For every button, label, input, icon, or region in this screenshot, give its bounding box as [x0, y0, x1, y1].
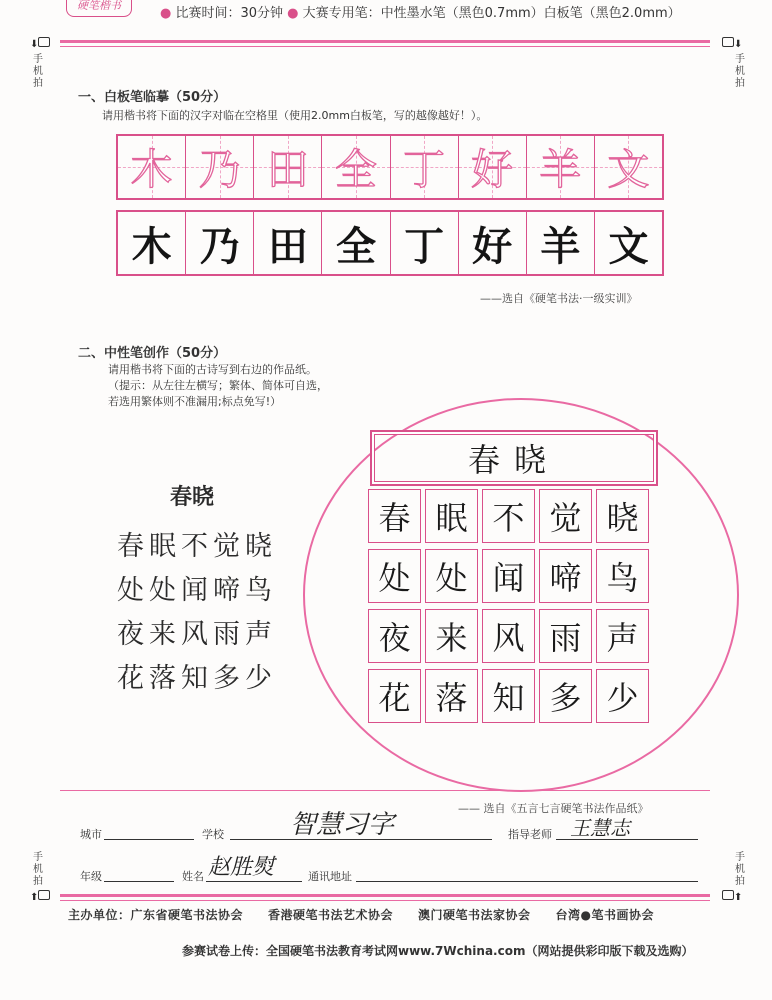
- written-cell: 丁: [391, 212, 459, 274]
- sample-cell: 乃: [186, 136, 254, 198]
- work-cell: 夜: [368, 609, 421, 663]
- header-tag: 硬笔楷书: [66, 0, 132, 17]
- section1-title: 一、白板笔临摹（50分）: [78, 90, 227, 105]
- arrow-down-icon: ⬇: [734, 39, 743, 50]
- written-grid: [116, 210, 664, 276]
- address-label: 通讯地址: [308, 870, 352, 883]
- poem-line: 夜来风雨声: [117, 619, 277, 650]
- city-label: 城市: [80, 828, 102, 841]
- sample-cell: 好: [459, 136, 527, 198]
- header-info: [160, 2, 681, 21]
- sample-cell: 木: [118, 136, 186, 198]
- work-cell: 来: [425, 609, 478, 663]
- work-grid: [368, 489, 658, 723]
- sample-cell: 田: [254, 136, 322, 198]
- written-cell: 田: [254, 212, 322, 274]
- work-cell: 少: [596, 669, 649, 723]
- side-marker-top-left: [30, 37, 50, 50]
- side-text-bottom-left: 手机拍: [33, 852, 43, 887]
- section1-instruction: 请用楷书将下面的汉字对临在空格里（使用2.0mm白板笔，写的越像越好！）。: [102, 109, 488, 122]
- work-cell: 风: [482, 609, 535, 663]
- poem-line: 处处闻啼鸟: [117, 575, 277, 606]
- sample-grid: [116, 134, 664, 200]
- arrow-down-icon: ⬇: [30, 39, 39, 50]
- work-cell: 花: [368, 669, 421, 723]
- work-cell: 觉: [539, 489, 592, 543]
- work-cell: 春: [368, 489, 421, 543]
- arrow-up-icon: ⬆: [30, 892, 39, 903]
- written-cell: 文: [608, 222, 649, 270]
- work-title-box: 春晓: [370, 430, 658, 486]
- work-cell: 鸟: [596, 549, 649, 603]
- teacher-label: 指导老师: [508, 828, 552, 841]
- bullet-icon: ●: [160, 6, 172, 21]
- side-text-bottom-right: 手机拍: [735, 852, 745, 887]
- school-label: 学校: [202, 828, 224, 841]
- section2-instruction-1: 请用楷书将下面的古诗写到右边的作品纸。: [108, 363, 317, 376]
- school-value: 智慧习字: [290, 810, 395, 840]
- work-cell: 声: [596, 609, 649, 663]
- section2-source: —— 选自《五言七言硬笔书法作品纸》: [458, 802, 649, 815]
- work-cell: 处: [425, 549, 478, 603]
- side-text-top-right: 手机拍: [735, 54, 745, 89]
- poem-line: 春眠不觉晓: [117, 531, 277, 562]
- grade-label: 年级: [80, 870, 102, 883]
- info-time: 比赛时间：30分钟: [175, 6, 284, 21]
- footer-organizers: 主办单位：广东省硬笔书法协会 香港硬笔书法艺术协会 澳门硬笔书法家协会 台湾●笔书画协会: [68, 908, 654, 922]
- teacher-value: 王慧志: [570, 816, 630, 840]
- work-cell: 知: [482, 669, 535, 723]
- form-top-rule: [60, 790, 710, 791]
- work-cell: 雨: [539, 609, 592, 663]
- footer-rule-thin: [60, 900, 710, 901]
- work-cell: 多: [539, 669, 592, 723]
- work-cell: 处: [368, 549, 421, 603]
- name-label: 姓名: [182, 870, 204, 883]
- written-cell: 木: [118, 212, 186, 274]
- name-value: 赵胜熨: [208, 855, 275, 880]
- written-cell: 乃: [186, 212, 254, 274]
- arrow-up-icon: ⬆: [734, 892, 743, 903]
- poem-title: 春晓: [170, 485, 215, 510]
- written-cell: 羊: [527, 212, 595, 274]
- side-text-top-left: 手机拍: [33, 54, 43, 89]
- side-marker-bottom-right: [722, 890, 742, 903]
- camera-icon: [38, 890, 50, 900]
- section2-instruction-2: （提示：从左往左横写；繁体、简体可自选，: [108, 379, 328, 392]
- camera-icon: [722, 890, 734, 900]
- address-field[interactable]: [356, 868, 698, 882]
- work-cell: 落: [425, 669, 478, 723]
- work-cell: 啼: [539, 549, 592, 603]
- sample-cell: 全: [322, 136, 390, 198]
- poem-line: 花落知多少: [117, 663, 277, 694]
- work-cell: 不: [482, 489, 535, 543]
- sample-cell: 文: [595, 136, 662, 198]
- side-marker-bottom-left: [30, 890, 50, 903]
- top-rule: [60, 40, 710, 43]
- sample-cell: 羊: [527, 136, 595, 198]
- work-cell: 晓: [596, 489, 649, 543]
- camera-icon: [722, 37, 734, 47]
- camera-icon: [38, 37, 50, 47]
- top-rule-thin: [60, 46, 710, 47]
- written-cell: 全: [322, 212, 390, 274]
- section2-instruction-3: 若选用繁体则不准漏用;标点免写!）: [108, 395, 282, 408]
- grade-field[interactable]: [104, 868, 174, 882]
- work-cell: 眠: [425, 489, 478, 543]
- footer-upload: 参赛试卷上传：全国硬笔书法教育考试网www.7Wchina.com（网站提供彩印版下载及选购）: [182, 944, 694, 958]
- side-marker-top-right: [722, 37, 742, 50]
- sample-cell: 丁: [391, 136, 459, 198]
- written-cell: 好: [459, 212, 527, 274]
- bullet-icon: ●: [287, 6, 299, 21]
- footer-rule: [60, 894, 710, 897]
- section1-source: ——选自《硬笔书法·一级实训》: [480, 292, 638, 305]
- section2-title: 二、中性笔创作（50分）: [78, 346, 227, 361]
- city-field[interactable]: [104, 826, 194, 840]
- work-cell: 闻: [482, 549, 535, 603]
- info-pen: 大赛专用笔：中性墨水笔（黑色0.7mm）白板笔（黑色2.0mm）: [302, 6, 681, 21]
